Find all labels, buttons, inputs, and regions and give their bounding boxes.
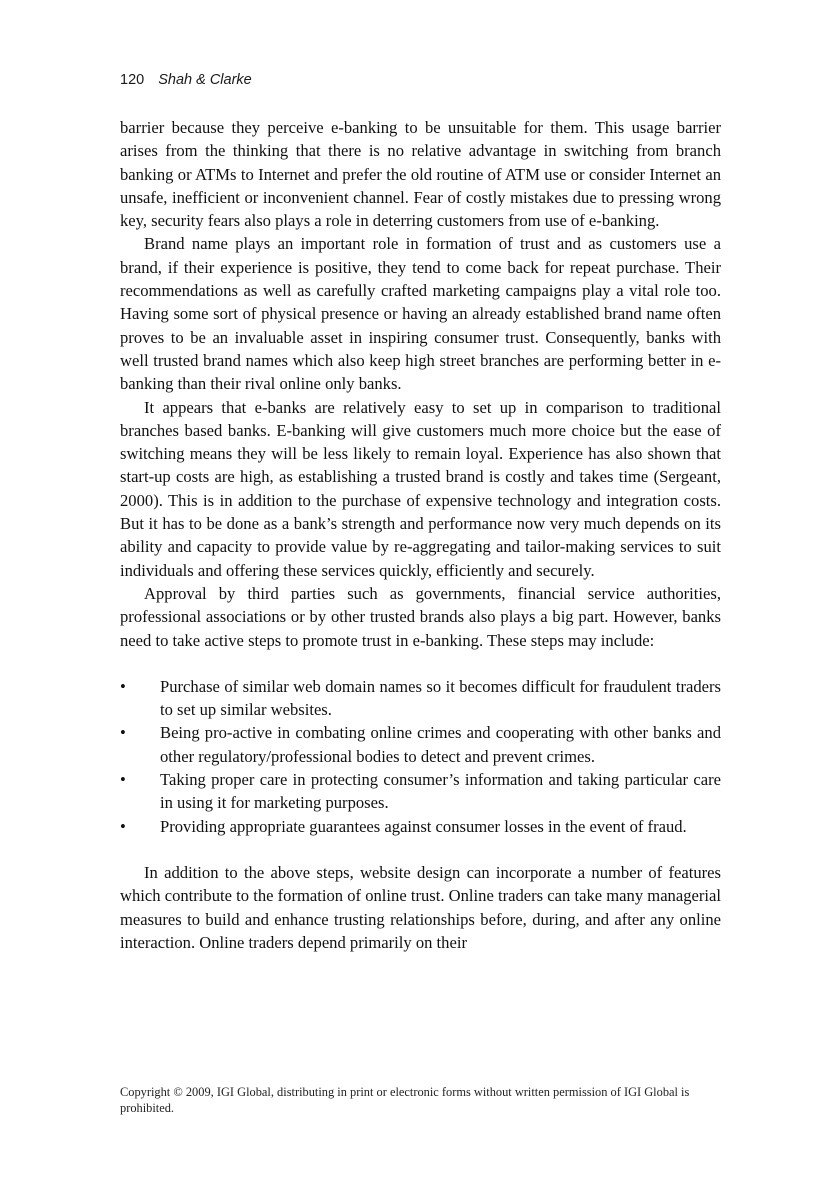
paragraph-e-banks-setup: It appears that e-banks are relatively easy to set up in comparison to traditional branches based banks. E-banking will give customers much more choice but the ease of switching means they will be less likely to remain loyal. Experience has also shown that start-up costs are high, as establishing a trusted brand is costly and takes time (Sergeant, 2000). This is in addition to the purchase of expensive technology and integration costs. But it has to be done as a bank’s strength and performance now very much depends on its ability and capacity to provide value by re-aggregating and tailor-making services to suit individuals and offering these services quickly, efficiently and securely. [120,397,721,580]
list-item [120,721,721,768]
copyright-footer: Copyright © 2009, IGI Global, distributing in print or electronic forms without written permission of IGI Global is prohibited. [120,1085,690,1115]
page-number: 120 [120,72,145,88]
trust-steps-list [120,675,721,838]
list-item-text: Purchase of similar web domain names so it becomes difficult for fraudulent traders to set up similar websites. [160,676,721,720]
paragraph-brand-name: Brand name plays an important role in formation of trust and as customers use a brand, if their experience is positive, they tend to come back for repeat purchase. Their recommendations as well as carefully crafted marketing campaigns play a vital role too. Having some sort of physical presence or having an already established brand name often proves to be an invaluable asset in inspiring consumer trust. Consequently, banks with well trusted brand names which also keep high street branches are performing better in e-banking than their rival online only banks. [120,234,721,394]
bullet-icon: • [120,816,126,836]
bullet-icon: • [120,723,126,743]
paragraph-continued: barrier because they perceive e-banking to be unsuitable for them. This usage barrier arises from the thinking that there is no relative advantage in switching from branch banking or ATMs to Internet and prefer the old routine of ATM use or consider Internet an unsafe, inefficient or inconvenient channel. Fear of costly mistakes due to pressing wrong key, security fears also plays a role in deterring customers from use of e-banking. [120,118,721,231]
bullet-icon: • [120,676,126,696]
paragraph-website-design: In addition to the above steps, website design can incorporate a number of features which contribute to the formation of online trust. Online traders can take many managerial measures to build and enhance trusting relationships before, during, and after any online interaction. Online traders depend primarily on their [120,862,721,952]
list-item-text: Providing appropriate guarantees against consumer losses in the event of fraud. [160,816,687,836]
list-item-text: Taking proper care in protecting consumer’s information and taking particular care in using it for marketing purposes. [160,770,721,813]
list-item [120,768,721,815]
body-text [120,116,721,954]
list-item [120,815,721,838]
list-item-text: Being pro-active in combating online crimes and cooperating with other banks and other regulatory/professional bodies to detect and prevent crimes. [160,723,721,766]
paragraph-third-party-approval: Approval by third parties such as governments, financial service authorities, professional associations or by other trusted brands also plays a big part. However, banks need to take active steps to promote trust in e-banking. These steps may include: [120,583,721,650]
list-item [120,675,721,722]
running-head-authors: Shah & Clarke [158,72,252,88]
running-header [120,72,252,88]
bullet-icon: • [120,770,126,790]
